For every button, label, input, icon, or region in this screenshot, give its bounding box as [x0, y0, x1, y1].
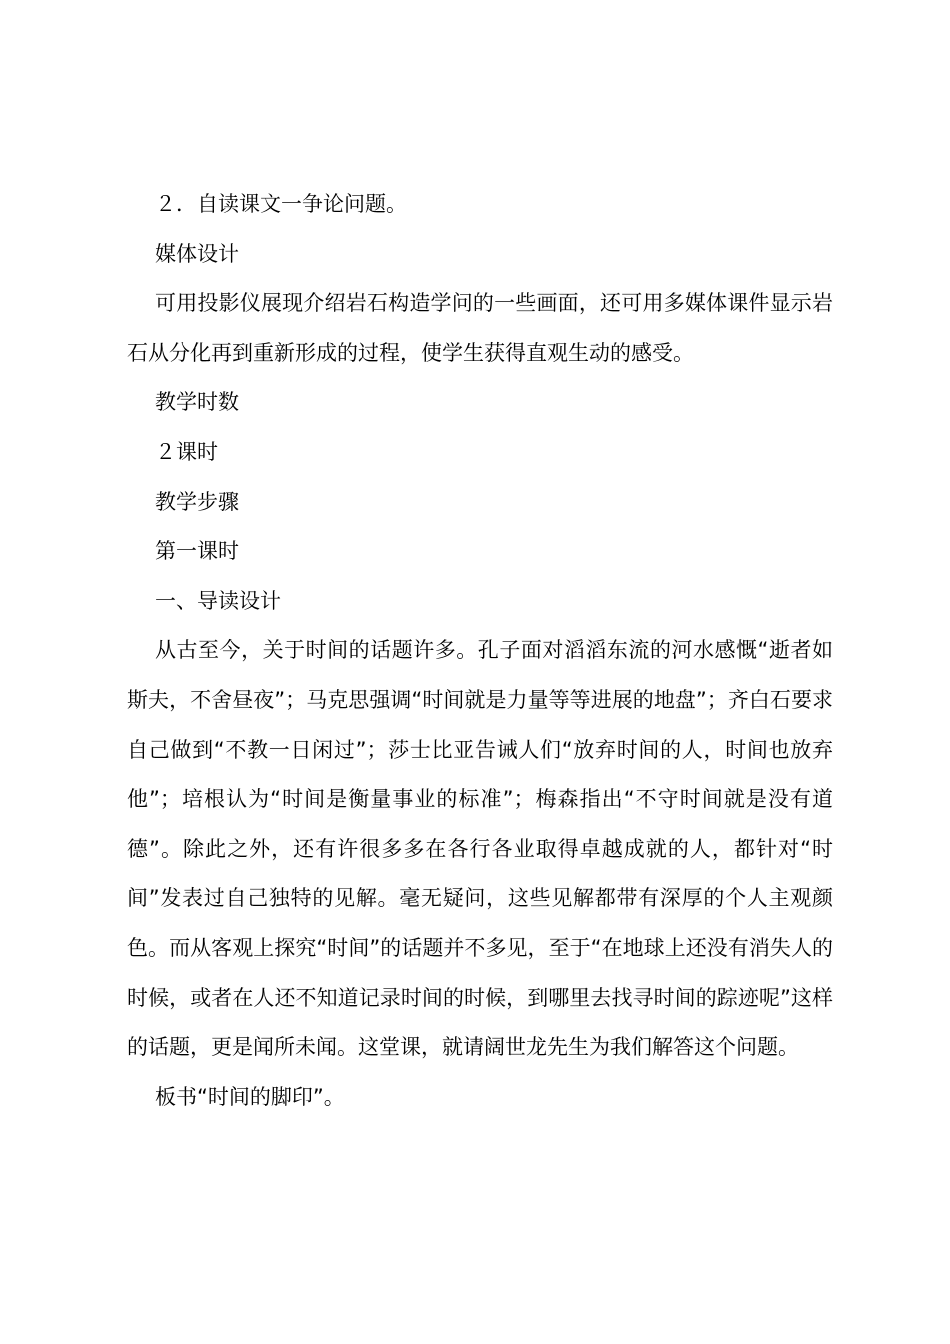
paragraph-hours-value: ２课时 — [155, 439, 218, 464]
section-heading-teaching-steps: 教学步骤 — [155, 489, 239, 514]
section-heading-first-lesson: 第一课时 — [155, 539, 239, 564]
document-body — [127, 180, 833, 1122]
paragraph-blackboard: 板书“时间的脚印”。 — [155, 1084, 345, 1109]
list-item-self-reading: ２．自读课文一争论问题。 — [155, 192, 407, 216]
paragraph-media-description: 可用投影仪展现介绍岩石构造学问的一些画面，还可用多媒体课件显示岩石从分化再到重新形成的过程，使学生获得直观生动的感受。 — [127, 291, 833, 365]
section-heading-teaching-hours: 教学时数 — [155, 390, 239, 415]
section-heading-guided-reading: 一、导读设计 — [155, 588, 281, 613]
section-heading-media-design: 媒体设计 — [155, 241, 239, 266]
paragraph-introduction: 从古至今，关于时间的话题许多。孔子面对滔滔东流的河水感慨“逝者如斯夫，不舍昼夜”；马克思强调“时间就是力量等等进展的地盘”；齐白石要求自己做到“不教一日闲过”；莎士比亚告诫人们“放弃时间的人，时间也放弃他”；培根认为“时间是衡量事业的标准”；梅森指出“不守时间就是没有道德”。除此之外，还有许很多多在各行各业取得卓越成就的人，都针对“时间”发表过自己独特的见解。毫无疑问，这些见解都带有深厚的个人主观颜色。而从客观上探究“时间”的话题并不多见，至于“在地球上还没有消失人的时候，或者在人还不知道记录时间的时候，到哪里去找寻时间的踪迹呢”这样的话题，更是闻所未闻。这堂课，就请阔世龙先生为我们解答这个问题。 — [127, 638, 833, 1060]
